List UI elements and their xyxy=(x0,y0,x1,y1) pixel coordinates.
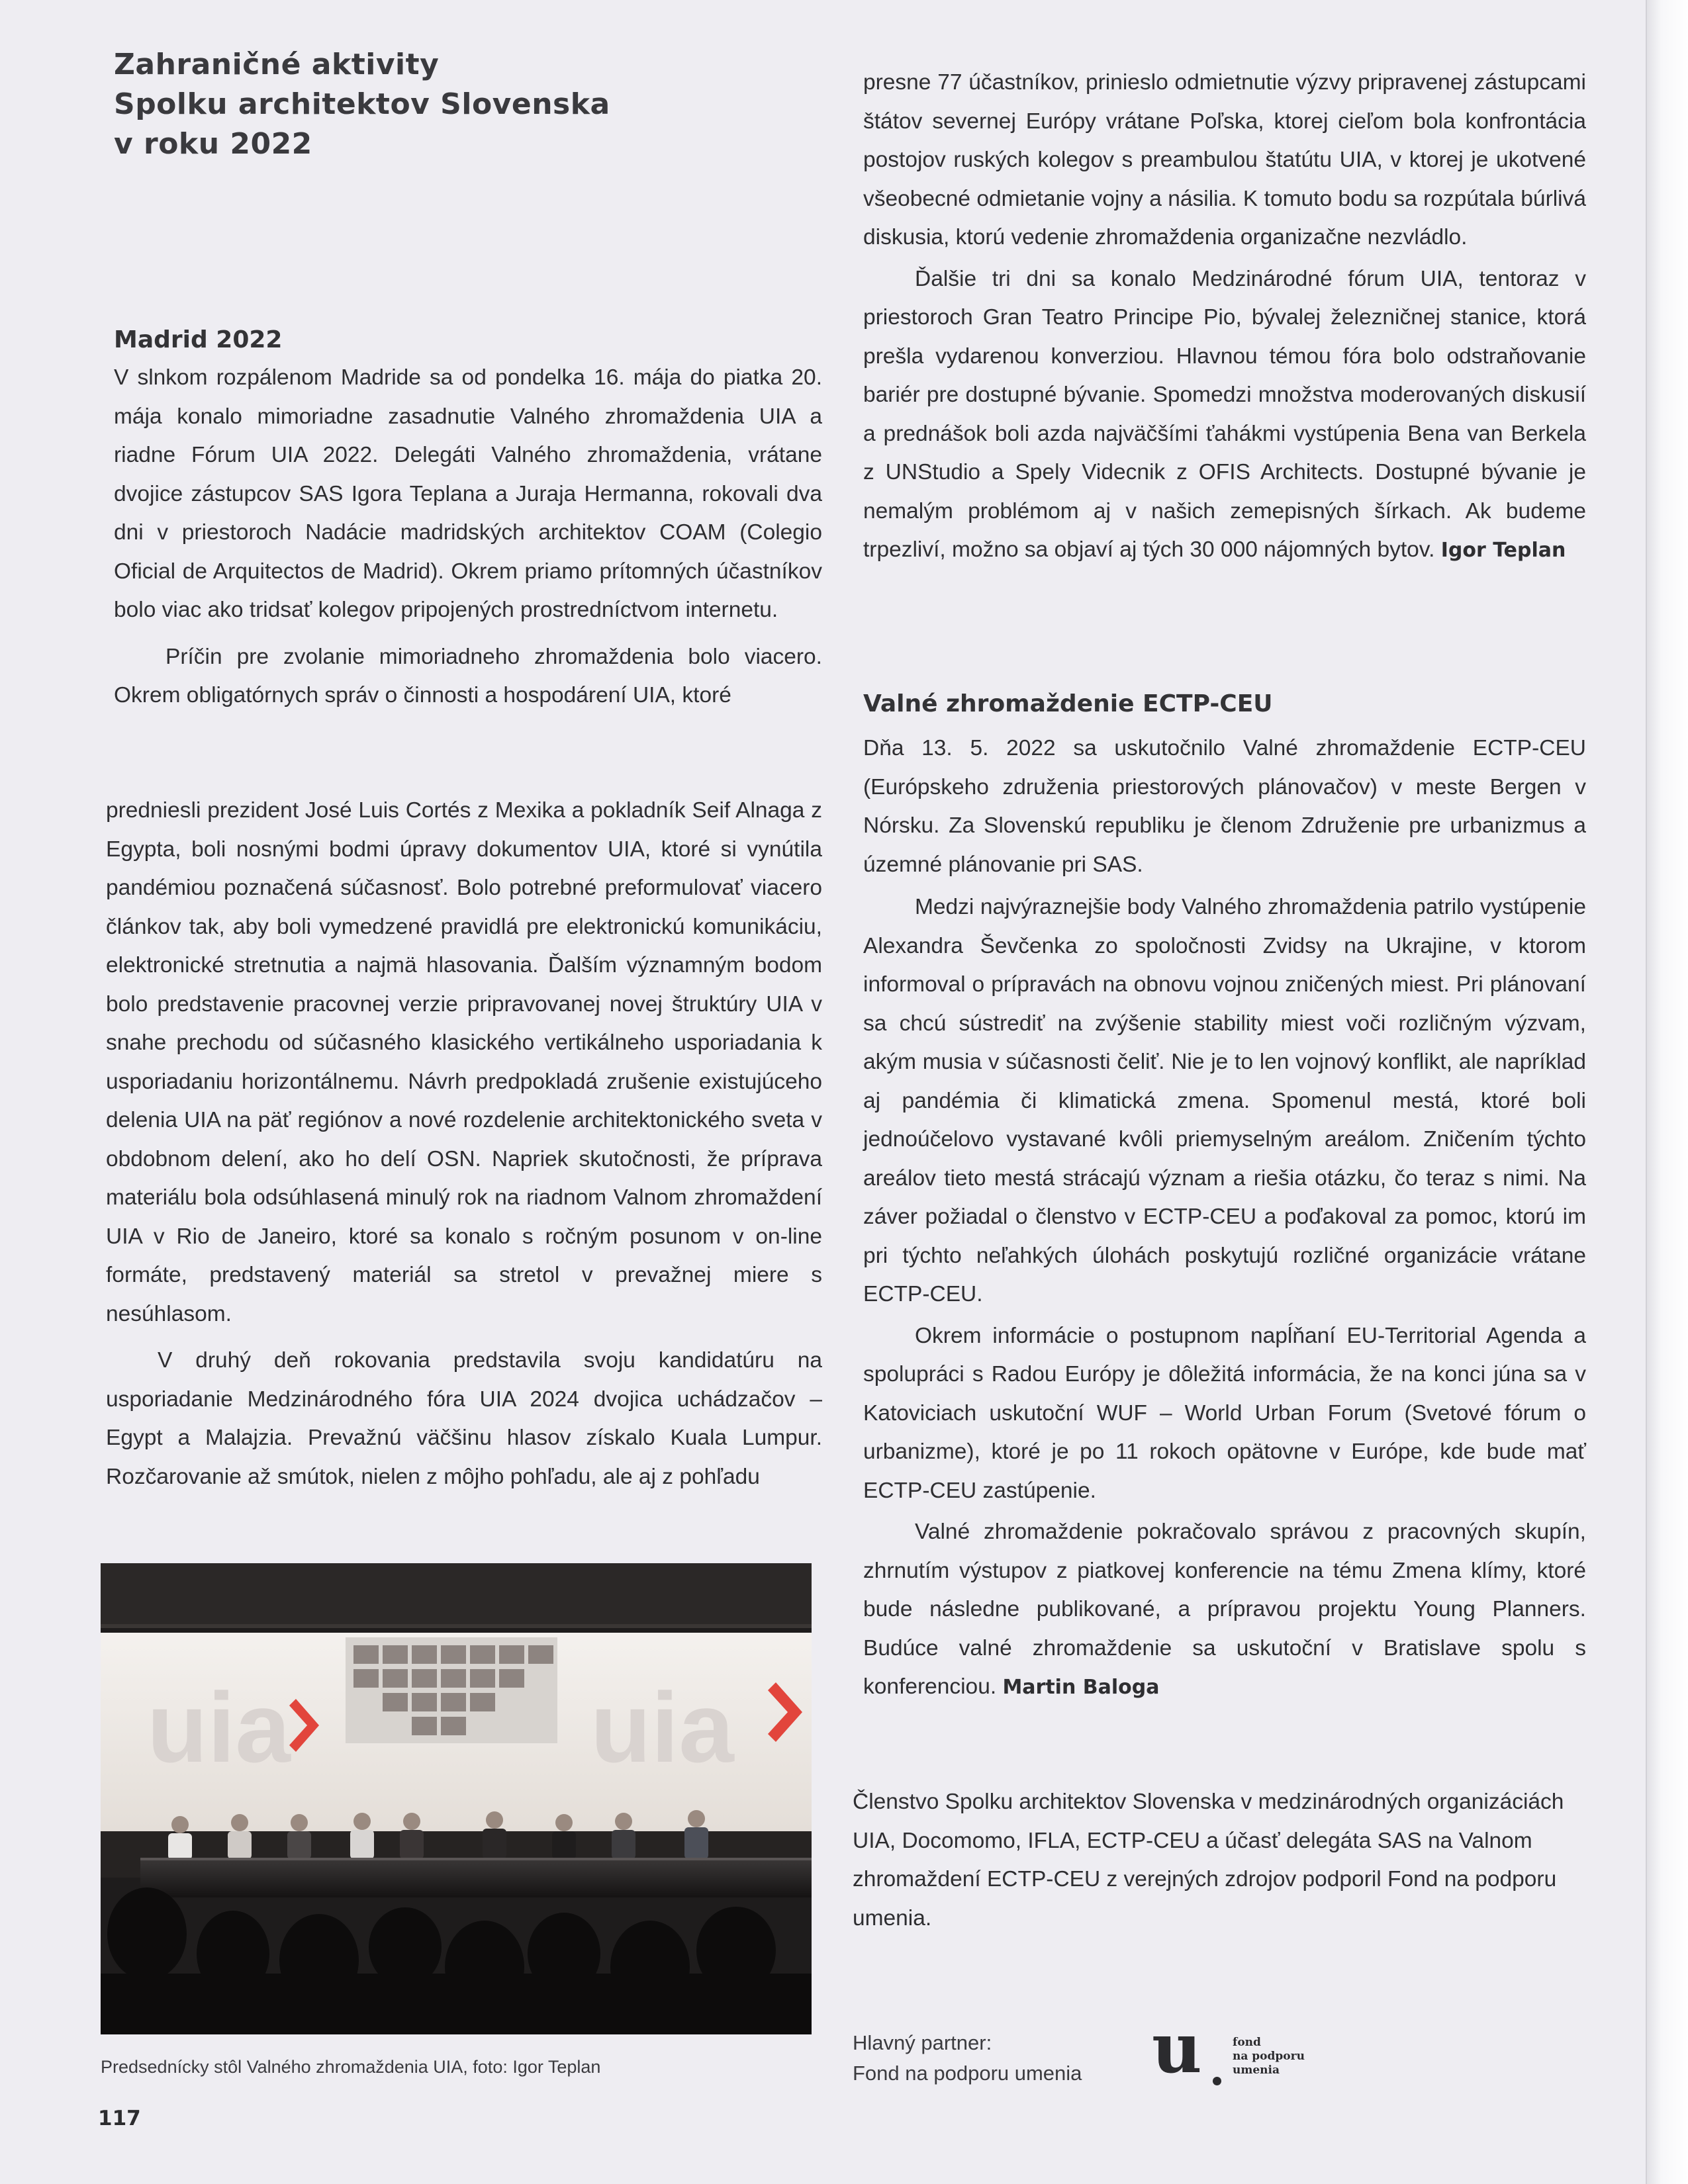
section-title-ectp: Valné zhromaždenie ECTP-CEU xyxy=(863,690,1273,717)
ectp-paragraph-2: Medzi najvýraznejšie body Valného zhromaždenia patrilo vystúpenie Alexandra Ševčenka zo spoločnosti Zvidsy na Ukrajine, v ktorom informoval o prípravách na obnovu vojnou zničených miest. Pri plánovaní sa chcú sústrediť na zvýšenie stability miest voči rozličným výzvam, akým musia v súčasnosti čeliť. Nie je to len vojnový konflikt, ale napríklad aj pandémia či klimatická zmena. Spomenul mestá, ktoré boli jednoúčelovo vystavané kvôli priemyselným areálom. Zničením týchto areálov tieto mestá strácajú význam a riešia otázku, čo teraz s nimi. Na záver požiadal o členstvo v ECTP-CEU a poďakoval za pomoc, ktorú im pri týchto neľahkých úlohách poskytujú rozličné organizácie vrátane ECTP-CEU. xyxy=(863,895,1586,1306)
partner-label: Hlavný partner: xyxy=(853,2031,992,2054)
fond-na-podporu-umenia-logo xyxy=(1152,2007,1324,2091)
madrid-paragraph-1: V slnkom rozpálenom Madride sa od pondelka 16. mája do piatka 20. mája konalo mimoriadne zasadnutie Valného zhromaždenia UIA a riadne Fórum UIA 2022. Delegáti Valného zhromaždenia, vrátane dvojice zástupcov SAS Igora Teplana a Juraja Hermanna, rokovali dva dni v priestoroch Nadácie madridských architektov COAM (Colegio Oficial de Arquitectos de Madrid). Okrem priamo prítomných účastníkov bolo viac ako tridsať kolegov pripojených prostredníctvom internetu. xyxy=(114,365,822,622)
page-edge xyxy=(1646,0,1688,2184)
right-column-block-1 xyxy=(863,64,1586,570)
main-partner xyxy=(853,2028,1082,2089)
madrid-paragraph-3: V druhý deň rokovania predstavila svoju kandidatúru na usporiadanie Medzinárodného fóra UIA 2024 dvojica uchádzačov – Egypt a Malajzia. Prevažnú väčšinu hlasov získalo Kuala Lumpur. Rozčarovanie až smútok, nielen z môjho pohľadu, ale aj z pohľadu xyxy=(106,1348,822,1489)
left-column-block-1 xyxy=(114,359,822,715)
madrid-signature: Igor Teplan xyxy=(1440,539,1566,562)
uia-screen-logo-right: uia xyxy=(590,1672,734,1783)
section-title-madrid: Madrid 2022 xyxy=(114,326,283,353)
ectp-paragraph-1: Dňa 13. 5. 2022 sa uskutočnilo Valné zhromaždenie ECTP-CEU (Európskeho združenia priestorových plánovačov) v meste Bergen v Nórsku. Za Slovenskú republiku je členom Združenie pre urbanizmus a územné plánovanie pri SAS. xyxy=(863,736,1586,877)
funding-note-text: Členstvo Spolku architektov Slovenska v medzinárodných organizáciách UIA, Docomomo, IFLA, ECTP-CEU a účasť delegáta SAS na Valnom zhromaždení ECTP-CEU z verejných zdrojov podporil Fond na podporu umenia. xyxy=(853,1790,1564,1931)
page-number: 117 xyxy=(98,2107,141,2130)
ectp-paragraph-4 xyxy=(863,1513,1586,1707)
article-heading xyxy=(114,45,610,164)
logo-line-2: na podporu xyxy=(1233,2050,1305,2063)
logo-line-1: fond xyxy=(1233,2036,1261,2049)
madrid-paragraph-4-text: Ďalšie tri dni sa konalo Medzinárodné fórum UIA, tentoraz v priestoroch Gran Teatro Principe Pio, bývalej železničnej stanice, ktorá prešla vydarenou konverziou. Hlavnou témou fóra bolo odstraňovanie bariér pre dostupné bývanie. Spomedzi množstva moderovaných diskusií a prednášok boli azda najväčšími ťahákmi vystúpenia Bena van Berkela z UNStudio a Spely Videcnik z OFIS Architects. Dostupné bývanie je nemalým problémom aj v našich zemepisných šírkach. Ak budeme trpezliví, možno sa objaví aj tých 30 000 nájomných bytov. xyxy=(863,266,1586,562)
right-column-block-2 xyxy=(863,729,1586,1707)
logo-line-3: umenia xyxy=(1233,2064,1280,2077)
heading-line-2: Spolku architektov Slovenska xyxy=(114,87,610,121)
madrid-paragraph-2-continued: predniesli prezident José Luis Cortés z Mexika a pokladník Seif Alnaga z Egypta, boli nosnými bodmi úpravy dokumentov UIA, ktoré si vynútila pandémiou poznačená súčasnosť. Bolo potrebné preformulovať viacero článkov tak, aby boli vymedzené pravidlá pre elektronickú komunikáciu, elektronické stretnutia a najmä hlasovania. Ďalším významným bodom bolo predstavenie pracovnej verzie pripravovanej novej štruktúry UIA v snahe prechodu od súčasného klasického vertikálneho usporiadania k usporiadaniu horizontálnemu. Návrh predpokladá zrušenie existujúceho delenia UIA na päť regiónov a nové rozdelenie architektonického sveta v obdobnom delení, ako ho delí OSN. Napriek skutočnosti, že príprava materiálu bola odsúhlasená minulý rok na riadnom Valnom zhromaždení UIA v Rio de Janeiro, ktoré sa konalo s ročným posunom v on-line formáte, predstavený materiál sa stretol v prevažnej miere s nesúhlasom. xyxy=(106,798,822,1326)
photo-caption: Predsednícky stôl Valného zhromaždenia UIA, foto: Igor Teplan xyxy=(101,2057,601,2077)
video-call-grid xyxy=(346,1637,557,1743)
madrid-paragraph-2: Príčin pre zvolanie mimoriadneho zhromaždenia bolo viacero. Okrem obligatórnych správ o činnosti a hospodárení UIA, ktoré xyxy=(114,644,822,707)
ectp-paragraph-3: Okrem informácie o postupnom napĺňaní EU-Territorial Agenda a spolupráci s Radou Európy je dôležitá informácia, že na konci júna sa v Katoviciach uskutoční WUF – World Urban Forum (Svetové fórum o urbanizme), ktoré je po 11 rokoch opätovne v Európe, kde bude mať ECTP-CEU zastúpenie. xyxy=(863,1323,1586,1503)
ectp-signature: Martin Baloga xyxy=(1002,1676,1160,1699)
madrid-paragraph-4 xyxy=(863,260,1586,570)
left-column-block-2 xyxy=(106,792,822,1496)
uia-screen-logo-left: uia xyxy=(147,1672,291,1783)
madrid-paragraph-3-continued: presne 77 účastníkov, prinieslo odmietnutie výzvy pripravenej zástupcami štátov severnej Európy vrátane Poľska, ktorej cieľom bola konfrontácia postojov ruských kolegov s preambulou štatútu UIA, v ktorej je ukotvené všeobecné odmietanie vojny a násilia. K tomuto bodu sa rozpútala búrlivá diskusia, ktorú vedenie zhromaždenia organizačne nezvládlo. xyxy=(863,70,1586,250)
conference-photo xyxy=(101,1563,812,2034)
logo-letter: u xyxy=(1152,2007,1202,2089)
partner-name: Fond na podporu umenia xyxy=(853,2062,1082,2085)
funding-note xyxy=(853,1783,1587,1938)
heading-line-3: v roku 2022 xyxy=(114,127,312,161)
logo-dot-icon xyxy=(1213,2077,1221,2085)
heading-line-1: Zahraničné aktivity xyxy=(114,48,440,81)
ectp-paragraph-4-text: Valné zhromaždenie pokračovalo správou z pracovných skupín, zhrnutím výstupov z piatkovej konferencie na tému Zmena klímy, ktoré bude následne publikované, a prípravou projektu Young Planners. Budúce valné zhromaždenie sa uskutoční v Bratislave spolu s konferenciou. xyxy=(863,1520,1586,1699)
logo-wordmark xyxy=(1233,2036,1305,2077)
